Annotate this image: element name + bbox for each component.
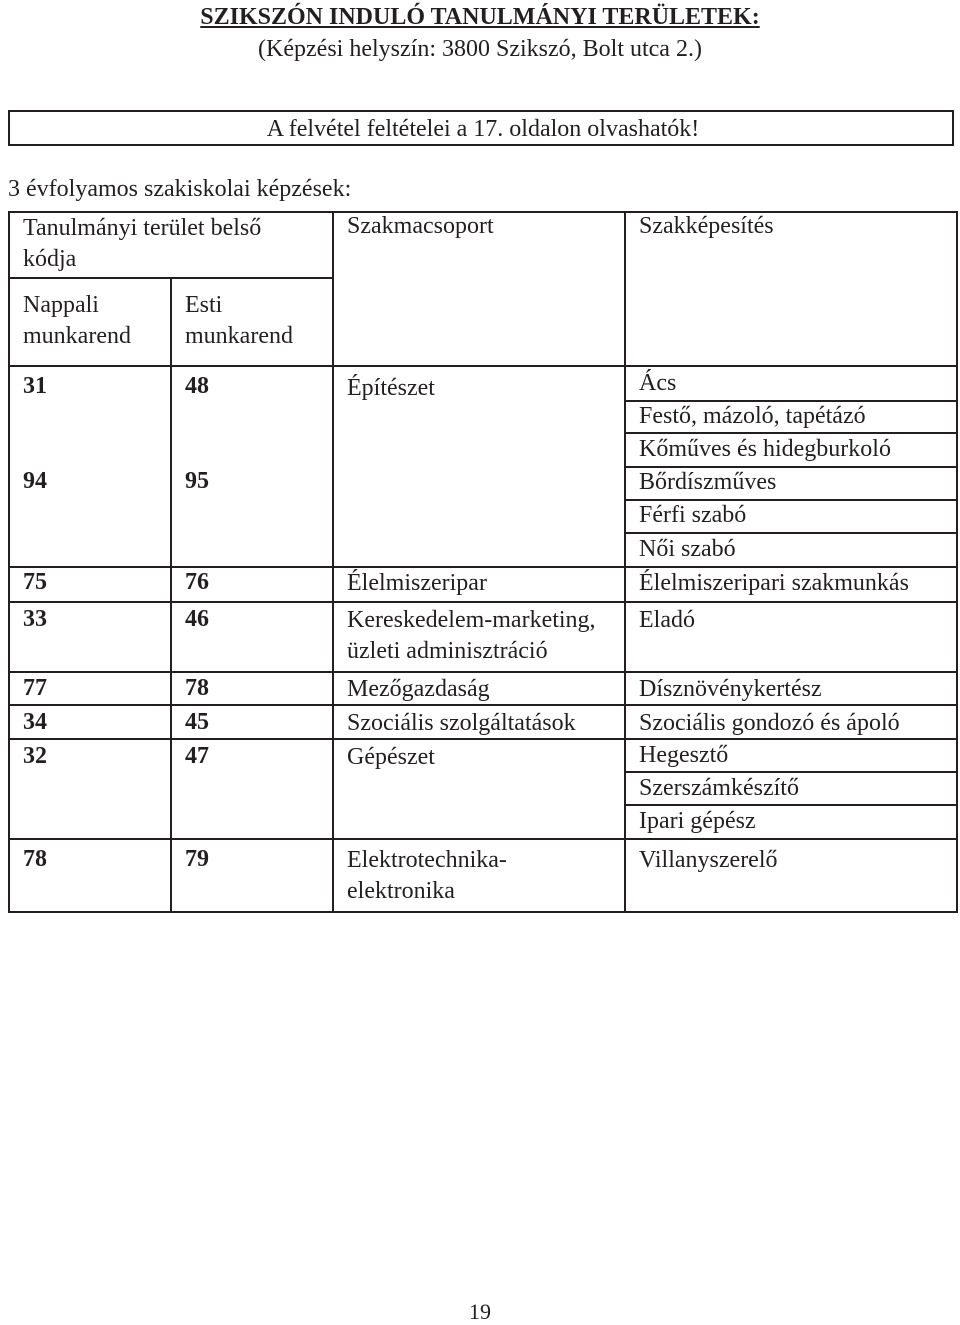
day-code: 75 (23, 569, 47, 595)
header-evening-line1: Esti (185, 292, 223, 318)
qualification: Férfi szabó (639, 502, 747, 528)
header-code-line2: kódja (23, 246, 77, 272)
day-code: 34 (23, 709, 47, 735)
evening-code: 48 (185, 373, 209, 399)
evening-code: 46 (185, 606, 209, 632)
page-title: SZIKSZÓN INDULÓ TANULMÁNYI TERÜLETEK: (200, 4, 760, 30)
evening-code: 78 (185, 675, 209, 701)
group-name: Elektrotechnika- (347, 847, 507, 873)
qualification: Élelmiszeripari szakmunkás (639, 570, 909, 596)
group-name-line2: üzleti adminisztráció (347, 638, 548, 664)
header-day-line1: Nappali (23, 292, 99, 318)
page-subtitle: (Képzési helyszín: 3800 Szikszó, Bolt utca 2.) (258, 36, 702, 62)
qualification: Szerszámkészítő (639, 775, 799, 801)
group-name: Gépészet (347, 744, 435, 770)
notice-text: A felvétel feltételei a 17. oldalon olvashatók! (266, 116, 700, 142)
header-group: Szakmacsoport (347, 213, 494, 239)
qualification: Villanyszerelő (639, 847, 778, 873)
evening-code: 47 (185, 743, 209, 769)
day-code: 78 (23, 846, 47, 872)
day-code: 77 (23, 675, 47, 701)
day-code: 31 (23, 373, 47, 399)
group-name: Szociális szolgáltatások (347, 710, 576, 736)
day-code: 94 (23, 468, 47, 494)
page-number: 19 (469, 1299, 491, 1324)
section-title: 3 évfolyamos szakiskolai képzések: (8, 176, 352, 202)
qualification: Festő, mázoló, tapétázó (639, 403, 866, 429)
qualification: Bőrdíszműves (639, 469, 777, 495)
header-day-line2: munkarend (23, 323, 131, 349)
qualification: Ipari gépész (639, 808, 756, 834)
day-code: 33 (23, 606, 47, 632)
header-qualification: Szakképesítés (639, 213, 774, 239)
header-code-line1: Tanulmányi terület belső (23, 215, 262, 241)
qualification: Kőműves és hidegburkoló (639, 436, 891, 462)
group-name: Élelmiszeripar (347, 570, 487, 596)
group-name: Mezőgazdaság (347, 676, 490, 702)
table-grid-lines (8, 211, 958, 913)
qualification: Dísznövénykertész (639, 676, 822, 702)
group-name: Kereskedelem-marketing, (347, 607, 596, 633)
qualification: Ács (639, 370, 677, 396)
notice-box (8, 110, 954, 146)
day-code: 32 (23, 743, 47, 769)
qualification: Női szabó (639, 536, 736, 562)
header-evening-line2: munkarend (185, 323, 293, 349)
qualification: Hegesztő (639, 742, 729, 768)
qualification: Szociális gondozó és ápoló (639, 710, 900, 736)
group-name: Építészet (347, 375, 435, 401)
qualification: Eladó (639, 607, 695, 633)
group-name-line2: elektronika (347, 878, 455, 904)
evening-code: 95 (185, 468, 209, 494)
evening-code: 76 (185, 569, 209, 595)
training-table (8, 211, 958, 913)
evening-code: 79 (185, 846, 209, 872)
evening-code: 45 (185, 709, 209, 735)
